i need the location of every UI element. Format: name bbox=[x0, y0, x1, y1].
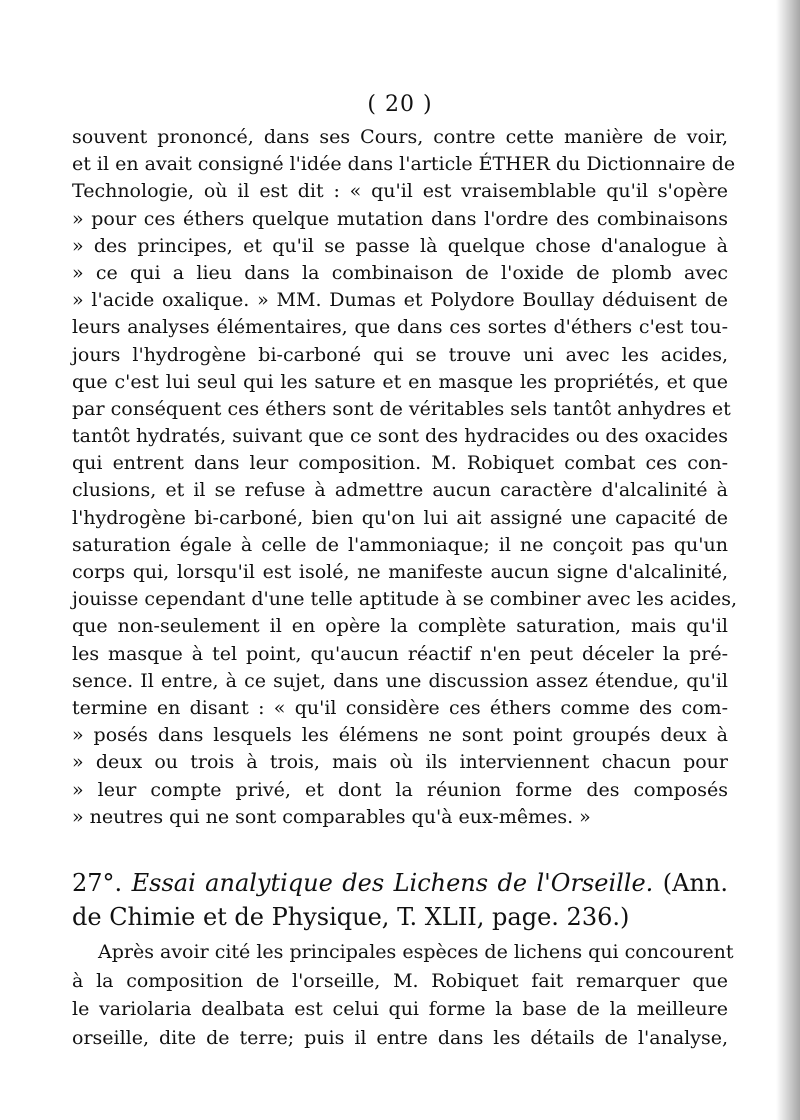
page-edge-shadow bbox=[776, 0, 800, 1120]
text-line: orseille, dite de terre; puis il entre dans les détails de l'analyse, bbox=[72, 1026, 728, 1049]
text-line: par conséquent ces éthers sont de véritables sels tantôt anhydres et bbox=[72, 397, 731, 420]
section-reference-start: (Ann. bbox=[662, 869, 728, 897]
paragraph-orseille-analysis bbox=[72, 938, 734, 1052]
text-line: sence. Il entre, à ce sujet, dans une discussion assez étendue, qu'il bbox=[72, 669, 728, 692]
text-line: Après avoir cité les principales espèces de lichens qui concourent bbox=[98, 941, 734, 963]
text-line: souvent prononcé, dans ses Cours, contre cette manière de voir, bbox=[72, 126, 728, 148]
text-line: jours l'hydrogène bi-carboné qui se trouve uni avec les acides, bbox=[72, 343, 728, 366]
text-line: » deux ou trois à trois, mais où ils interviennent chacun pour bbox=[72, 751, 728, 774]
section-number: 27°. bbox=[72, 869, 123, 897]
page-number: ( 20 ) bbox=[367, 92, 433, 117]
text-line: » l'acide oxalique. » MM. Dumas et Polydore Boullay déduisent de bbox=[72, 289, 728, 312]
text-line: à la composition de l'orseille, M. Robiquet fait remarquer que bbox=[72, 969, 728, 992]
text-line: que non-seulement il en opère la complète saturation, mais qu'il bbox=[72, 615, 728, 638]
text-line: qui entrent dans leur composition. M. Robiquet combat ces con- bbox=[72, 452, 728, 475]
text-line: clusions, et il se refuse à admettre aucun caractère d'alcalinité à bbox=[72, 479, 728, 502]
section-reference: de Chimie et de Physique, T. XLII, page. 236.) bbox=[72, 903, 630, 931]
text-line: les masque à tel point, qu'aucun réactif n'en peut déceler la pré- bbox=[72, 642, 728, 665]
text-line: saturation égale à celle de l'ammoniaque; il ne conçoit pas qu'un bbox=[72, 533, 728, 556]
text-line: l'hydrogène bi-carboné, bien qu'on lui ait assigné une capacité de bbox=[72, 506, 728, 529]
text-line: leurs analyses élémentaires, que dans ces sortes d'éthers c'est tou- bbox=[72, 316, 728, 339]
text-line: tantôt hydratés, suivant que ce sont des hydracides ou des oxacides bbox=[72, 425, 728, 448]
text-line: » ce qui a lieu dans la combinaison de l'oxide de plomb avec bbox=[72, 261, 728, 284]
text-line: le variolaria dealbata est celui qui forme la base de la meilleure bbox=[72, 998, 728, 1020]
text-line: Technologie, où il est dit : « qu'il est vraisemblable qu'il s'opère bbox=[72, 180, 728, 203]
text-line: corps qui, lorsqu'il est isolé, ne manifeste aucun signe d'alcalinité, bbox=[72, 561, 728, 583]
text-line: que c'est lui seul qui les sature et en masque les propriétés, et que bbox=[72, 370, 728, 393]
heading-line bbox=[72, 866, 728, 900]
text-line: » des principes, et qu'il se passe là quelque chose d'analogue à bbox=[72, 234, 728, 257]
text-line: jouisse cependant d'une telle aptitude à se combiner avec les acides, bbox=[72, 588, 738, 611]
text-line: » posés dans lesquels les élémens ne sont point groupés deux à bbox=[72, 724, 728, 747]
section-title: Essai analytique des Lichens de l'Orseille. bbox=[131, 869, 654, 897]
text-line: termine en disant : « qu'il considère ces éthers comme des com- bbox=[72, 696, 728, 719]
paragraph-ether-discussion bbox=[72, 124, 738, 831]
text-line: et il en avait consigné l'idée dans l'article ÉTHER du Dictionnaire de bbox=[72, 153, 736, 176]
section-heading bbox=[72, 866, 728, 934]
text-line: » neutres qui ne sont comparables qu'à eux-mêmes. » bbox=[72, 805, 591, 828]
text-line: » pour ces éthers quelque mutation dans l'ordre des combinaisons bbox=[72, 207, 728, 230]
text-line: » leur compte privé, et dont la réunion forme des composés bbox=[72, 778, 728, 801]
